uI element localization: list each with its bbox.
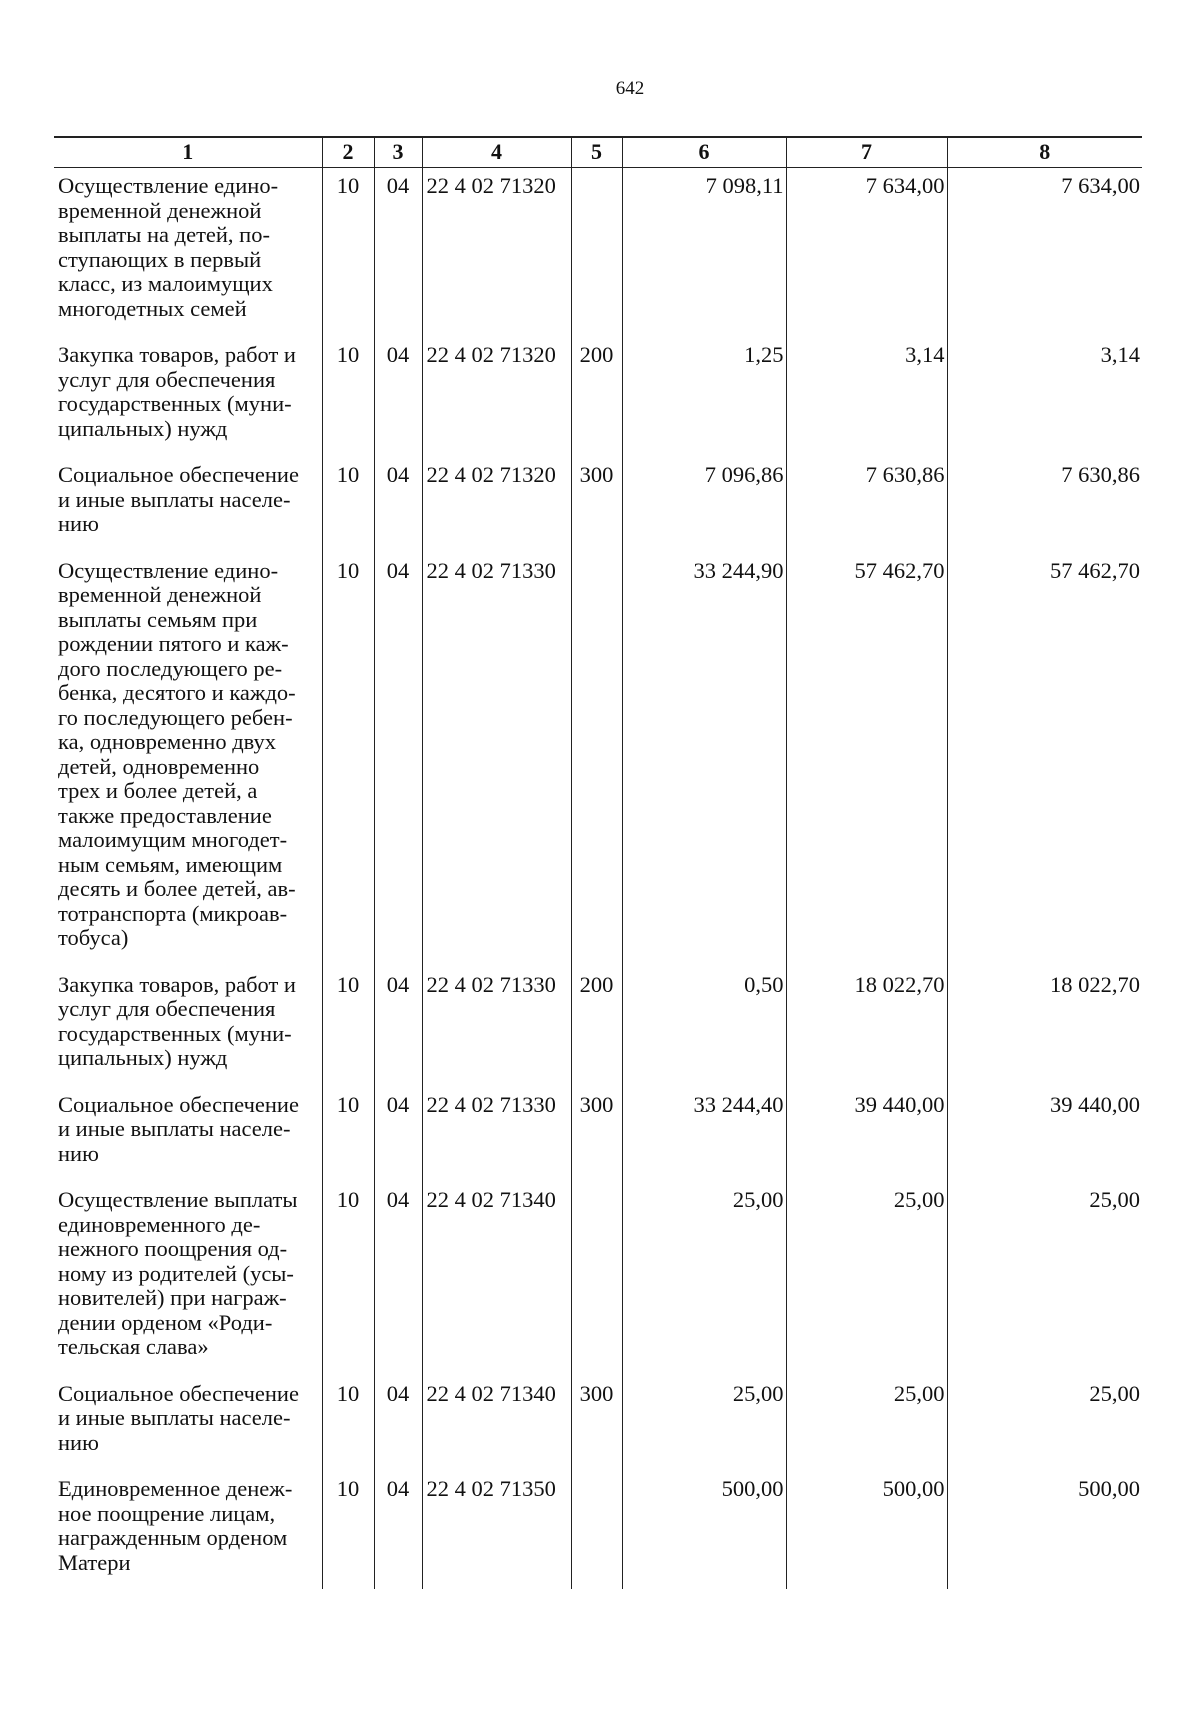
header-row (54, 137, 1142, 168)
target-code-cell: 22 4 02 71320 (422, 337, 571, 457)
section-code-cell: 10 (322, 168, 374, 338)
amount-col7-cell: 25,00 (786, 1182, 947, 1376)
section-code-cell: 10 (322, 1471, 374, 1589)
row-name-cell: Осуществление едино- временной денежной выплаты на детей, по- ступающих в первый класс, из малоимущих многодетных семей (58, 173, 279, 321)
section-code-cell: 10 (322, 1087, 374, 1183)
section-code-cell: 10 (322, 457, 374, 553)
expense-type-cell: 300 (571, 1087, 622, 1183)
target-code-cell: 22 4 02 71330 (422, 1087, 571, 1183)
column-header: 5 (571, 137, 622, 168)
row-name-cell: Социальное обеспечение и иные выплаты населе- нию (58, 1380, 299, 1455)
expense-type-cell (571, 1471, 622, 1589)
section-code-cell: 10 (322, 1376, 374, 1472)
table-row (54, 1087, 1142, 1183)
amount-col8-cell: 7 634,00 (947, 168, 1142, 338)
subsection-code-cell: 04 (374, 1087, 422, 1183)
row-name-cell: Закупка товаров, работ и услуг для обеспечения государственных (муни- ципальных) нужд (58, 342, 296, 441)
subsection-code-cell: 04 (374, 967, 422, 1087)
row-name-cell: Осуществление выплаты единовременного де- нежного поощрения од- ному из родителей (усы- новителей) при награж- дении орденом «Роди- тельская слава» (58, 1187, 298, 1359)
amount-col7-cell: 57 462,70 (786, 553, 947, 967)
amount-col7-cell: 7 634,00 (786, 168, 947, 338)
target-code-cell: 22 4 02 71340 (422, 1182, 571, 1376)
table-row (54, 168, 1142, 338)
expense-type-cell: 300 (571, 1376, 622, 1472)
column-header: 6 (622, 137, 786, 168)
subsection-code-cell: 04 (374, 1182, 422, 1376)
amount-col8-cell: 500,00 (947, 1471, 1142, 1589)
table-row (54, 1376, 1142, 1472)
subsection-code-cell: 04 (374, 553, 422, 967)
amount-col7-cell: 7 630,86 (786, 457, 947, 553)
amount-col6-cell: 1,25 (622, 337, 786, 457)
subsection-code-cell: 04 (374, 337, 422, 457)
amount-col6-cell: 25,00 (622, 1182, 786, 1376)
amount-col8-cell: 7 630,86 (947, 457, 1142, 553)
row-name-cell: Закупка товаров, работ и услуг для обеспечения государственных (муни- ципальных) нужд (58, 971, 296, 1070)
amount-col8-cell: 57 462,70 (947, 553, 1142, 967)
row-name-cell: Единовременное денеж- ное поощрение лицам, награжденным орденом Матери (58, 1476, 293, 1575)
amount-col6-cell: 33 244,90 (622, 553, 786, 967)
table-row (54, 1182, 1142, 1376)
page-number: 642 (615, 78, 645, 99)
target-code-cell: 22 4 02 71340 (422, 1376, 571, 1472)
amount-col7-cell: 3,14 (786, 337, 947, 457)
section-code-cell: 10 (322, 1182, 374, 1376)
amount-col7-cell: 18 022,70 (786, 967, 947, 1087)
amount-col6-cell: 33 244,40 (622, 1087, 786, 1183)
section-code-cell: 10 (322, 967, 374, 1087)
section-code-cell: 10 (322, 337, 374, 457)
budget-table (54, 136, 1142, 1589)
amount-col6-cell: 25,00 (622, 1376, 786, 1472)
column-header: 2 (322, 137, 374, 168)
expense-type-cell: 200 (571, 967, 622, 1087)
target-code-cell: 22 4 02 71320 (422, 168, 571, 338)
subsection-code-cell: 04 (374, 457, 422, 553)
amount-col8-cell: 3,14 (947, 337, 1142, 457)
target-code-cell: 22 4 02 71320 (422, 457, 571, 553)
expense-type-cell (571, 553, 622, 967)
expense-type-cell (571, 168, 622, 338)
table-row (54, 553, 1142, 967)
amount-col6-cell: 0,50 (622, 967, 786, 1087)
column-header: 8 (947, 137, 1142, 168)
amount-col8-cell: 39 440,00 (947, 1087, 1142, 1183)
amount-col8-cell: 18 022,70 (947, 967, 1142, 1087)
subsection-code-cell: 04 (374, 168, 422, 338)
amount-col7-cell: 500,00 (786, 1471, 947, 1589)
expense-type-cell: 200 (571, 337, 622, 457)
table-row (54, 457, 1142, 553)
row-name-cell: Социальное обеспечение и иные выплаты населе- нию (58, 1091, 299, 1166)
amount-col7-cell: 25,00 (786, 1376, 947, 1472)
table-header (54, 137, 1142, 168)
subsection-code-cell: 04 (374, 1376, 422, 1472)
column-header: 4 (422, 137, 571, 168)
target-code-cell: 22 4 02 71330 (422, 553, 571, 967)
row-name-cell: Социальное обеспечение и иные выплаты населе- нию (58, 462, 299, 536)
column-header: 7 (786, 137, 947, 168)
row-name-cell: Осуществление едино- временной денежной выплаты семьям при рождении пятого и каж- дого последующего ре- бенка, десятого и каждо- го последующего ребен- ка, одновременно двух детей, одновременно трех и более детей, а также предоставление малоимущим многодет- ным семьям, имеющим десять и более детей, ав- тотранспорта (микроав- тобуса) (58, 557, 296, 950)
column-header: 1 (54, 137, 322, 168)
amount-col8-cell: 25,00 (947, 1376, 1142, 1472)
amount-col8-cell: 25,00 (947, 1182, 1142, 1376)
column-header: 3 (374, 137, 422, 168)
table-row (54, 967, 1142, 1087)
amount-col6-cell: 7 098,11 (622, 168, 786, 338)
expense-type-cell (571, 1182, 622, 1376)
amount-col6-cell: 500,00 (622, 1471, 786, 1589)
target-code-cell: 22 4 02 71330 (422, 967, 571, 1087)
section-code-cell: 10 (322, 553, 374, 967)
table-row (54, 1471, 1142, 1589)
table-row (54, 337, 1142, 457)
table-body (54, 168, 1142, 1590)
subsection-code-cell: 04 (374, 1471, 422, 1589)
amount-col7-cell: 39 440,00 (786, 1087, 947, 1183)
amount-col6-cell: 7 096,86 (622, 457, 786, 553)
target-code-cell: 22 4 02 71350 (422, 1471, 571, 1589)
expense-type-cell: 300 (571, 457, 622, 553)
